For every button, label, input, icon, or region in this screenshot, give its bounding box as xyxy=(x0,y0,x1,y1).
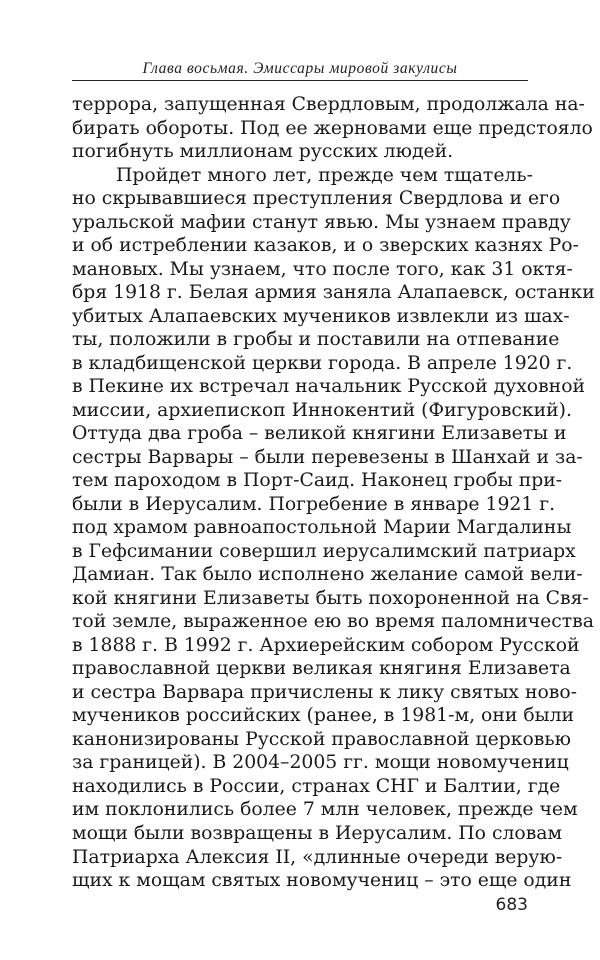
text-line: бря 1918 г. Белая армия заняла Алапаевск, останки xyxy=(72,282,595,304)
text-line: но скрывавшиеся преступления Свердлова и его xyxy=(72,188,561,210)
text-line: уральской мафии станут явью. Мы узнаем правду xyxy=(72,211,571,233)
text-line: в Гефсимании совершил иерусалимский патриарх xyxy=(72,540,576,562)
text-line: мановых. Мы узнаем, что после того, как 31 октя- xyxy=(72,258,573,280)
text-line: православной церкви великая княгиня Елизавета xyxy=(72,658,571,680)
text-line: Пройдет много лет, прежде чем тщатель- xyxy=(116,164,533,186)
page-number: 683 xyxy=(495,895,528,915)
running-head: Глава восьмая. Эмиссары мировой закулисы xyxy=(142,60,458,77)
text-line: мучеников российских (ранее, в 1981-м, они были xyxy=(72,705,575,727)
text-line: Дамиан. Так было исполнено желание самой вели- xyxy=(72,564,583,586)
text-line: миссии, архиепископ Иннокентий (Фигуровский). xyxy=(72,399,572,421)
text-line: той земле, выраженное ею во время паломничества xyxy=(72,611,594,633)
text-line: бирать обороты. Под ее жерновами еще предстояло xyxy=(72,117,593,139)
text-line: находились в России, странах СНГ и Балтии, где xyxy=(72,775,561,797)
text-line: под храмом равноапостольной Марии Магдалины xyxy=(72,517,572,539)
text-line: сестры Варвары – были перевезены в Шанхай и за- xyxy=(72,446,583,468)
text-line: в кладбищенской церкви города. В апреле 1920 г. xyxy=(72,352,573,374)
text-line: щих к мощам святых новомучениц – это еще один xyxy=(72,870,572,892)
text-line: канонизированы Русской православной церковью xyxy=(72,728,571,750)
body-text xyxy=(72,93,595,893)
text-line: террора, запущенная Свердловым, продолжала на- xyxy=(72,94,585,115)
text-line: погибнуть миллионам русских людей. xyxy=(72,141,454,163)
text-line: были в Иерусалим. Погребение в январе 1921 г. xyxy=(72,493,556,515)
text-line: в Пекине их встречал начальник Русской духовной xyxy=(72,376,586,398)
text-line: Оттуда два гроба – великой княгини Елизаветы и xyxy=(72,423,567,445)
text-line: им поклонились более 7 млн человек, прежде чем xyxy=(72,799,578,821)
text-line: в 1888 г. В 1992 г. Архиерейским собором Русской xyxy=(72,634,580,656)
text-line: и сестра Варвара причислены к лику святых ново- xyxy=(72,681,578,703)
text-line: мощи были возвращены в Иерусалим. По словам xyxy=(72,822,563,844)
header-rule xyxy=(72,80,528,81)
text-line: тем пароходом в Порт-Саид. Наконец гробы при- xyxy=(72,470,563,492)
text-line: Патриарха Алексия II, «длинные очереди верую- xyxy=(72,846,563,868)
text-line: и об истреблении казаков, и о зверских казнях Ро- xyxy=(72,235,579,257)
text-line: ты, положили в гробы и поставили на отпевание xyxy=(72,329,560,351)
text-line: кой княгини Елизаветы быть похороненной на Свя- xyxy=(72,587,589,609)
text-line: убитых Алапаевских мучеников извлекли из шах- xyxy=(72,305,570,327)
text-line: за границей). В 2004–2005 гг. мощи новомучениц xyxy=(72,752,569,774)
